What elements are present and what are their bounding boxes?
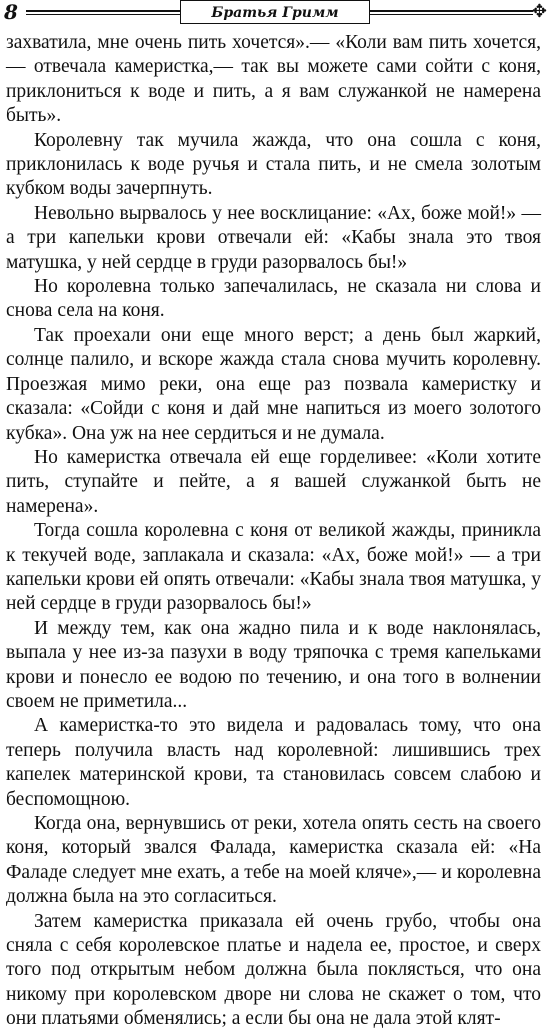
paragraph: Невольно вырвалось у нее восклицание: «Ах, боже мой!» — а три капельки крови отвечали ей: «Кабы знала это твоя матушка, у ней сердце в груди разорвалось бы!»	[6, 202, 541, 273]
paragraph: Королевну так мучила жажда, что она сошла с коня, приклонилась к воде ручья и стала пить, и не смела золотым кубком воды зачерпнуть.	[6, 129, 541, 200]
paragraph: Так проехали они еще много верст; а день был жаркий, солнце палило, и вскоре жажда стала снова мучить королевну. Проезжая мимо реки, она еще раз позвала камеристку и сказала: «Сойди с коня и дай мне напиться из моего золотого кубка». Она уж на нее сердиться и не думала.	[6, 324, 541, 444]
paragraph: Когда она, вернувшись от реки, хотела опять сесть на своего коня, который звался Фалада, камеристка сказала ей: «На Фаладе следует мне ехать, а тебе на моей кляче»,— и королевна должна была на это согласиться.	[6, 813, 541, 908]
paragraph: А камеристка-то это видела и радовалась тому, что она теперь получила власть над королевной: лишившись трех капелек материнской крови, та становилась совсем слабою и беспомощною.	[6, 715, 541, 810]
page-header	[0, 0, 547, 30]
ornament-icon: ✥	[531, 1, 547, 22]
paragraph: Но королевна только запечалилась, не сказала ни слова и снова села на коня.	[6, 276, 541, 322]
paragraph: И между тем, как она жадно пила и к воде наклонялась, выпала у нее из-за пазухи в воду тряпочка с тремя капельками крови и понесло ее водою по течению, и она того в волнении своем не приметила...	[6, 617, 541, 712]
body-text	[0, 31, 547, 1032]
page-number: 8	[4, 0, 18, 24]
paragraph: Но камеристка отвечала ей еще горделивее: «Коли хотите пить, ступайте и пейте, а я вашей служанкой быть не намерена».	[6, 446, 541, 517]
paragraph: Тогда сошла королевна с коня от великой жажды, приникла к текучей воде, заплакала и сказала: «Ах, боже мой!» — а три капельки крови ей опять отвечали: «Кабы знала твоя матушка, у ней сердце в груди разорвалось бы!»	[6, 520, 541, 615]
paragraph: захватила, мне очень пить хочется».— «Коли вам пить хочется,— отвечала камеристка,— так вы можете сами сойти с коня, приклониться к воде и пить, а я вам служанкой не намерена быть».	[6, 32, 541, 127]
running-title: Братья Гримм	[180, 0, 370, 24]
paragraph: Затем камеристка приказала ей очень грубо, чтобы она сняла с себя королевское платье и надела ее, простое, и сверх того под открытым небом должна была поклясться, что она никому при королевском дворе ни слова не скажет о том, что они платьями обменялись; а если бы она не дала этой клят-	[6, 910, 541, 1030]
